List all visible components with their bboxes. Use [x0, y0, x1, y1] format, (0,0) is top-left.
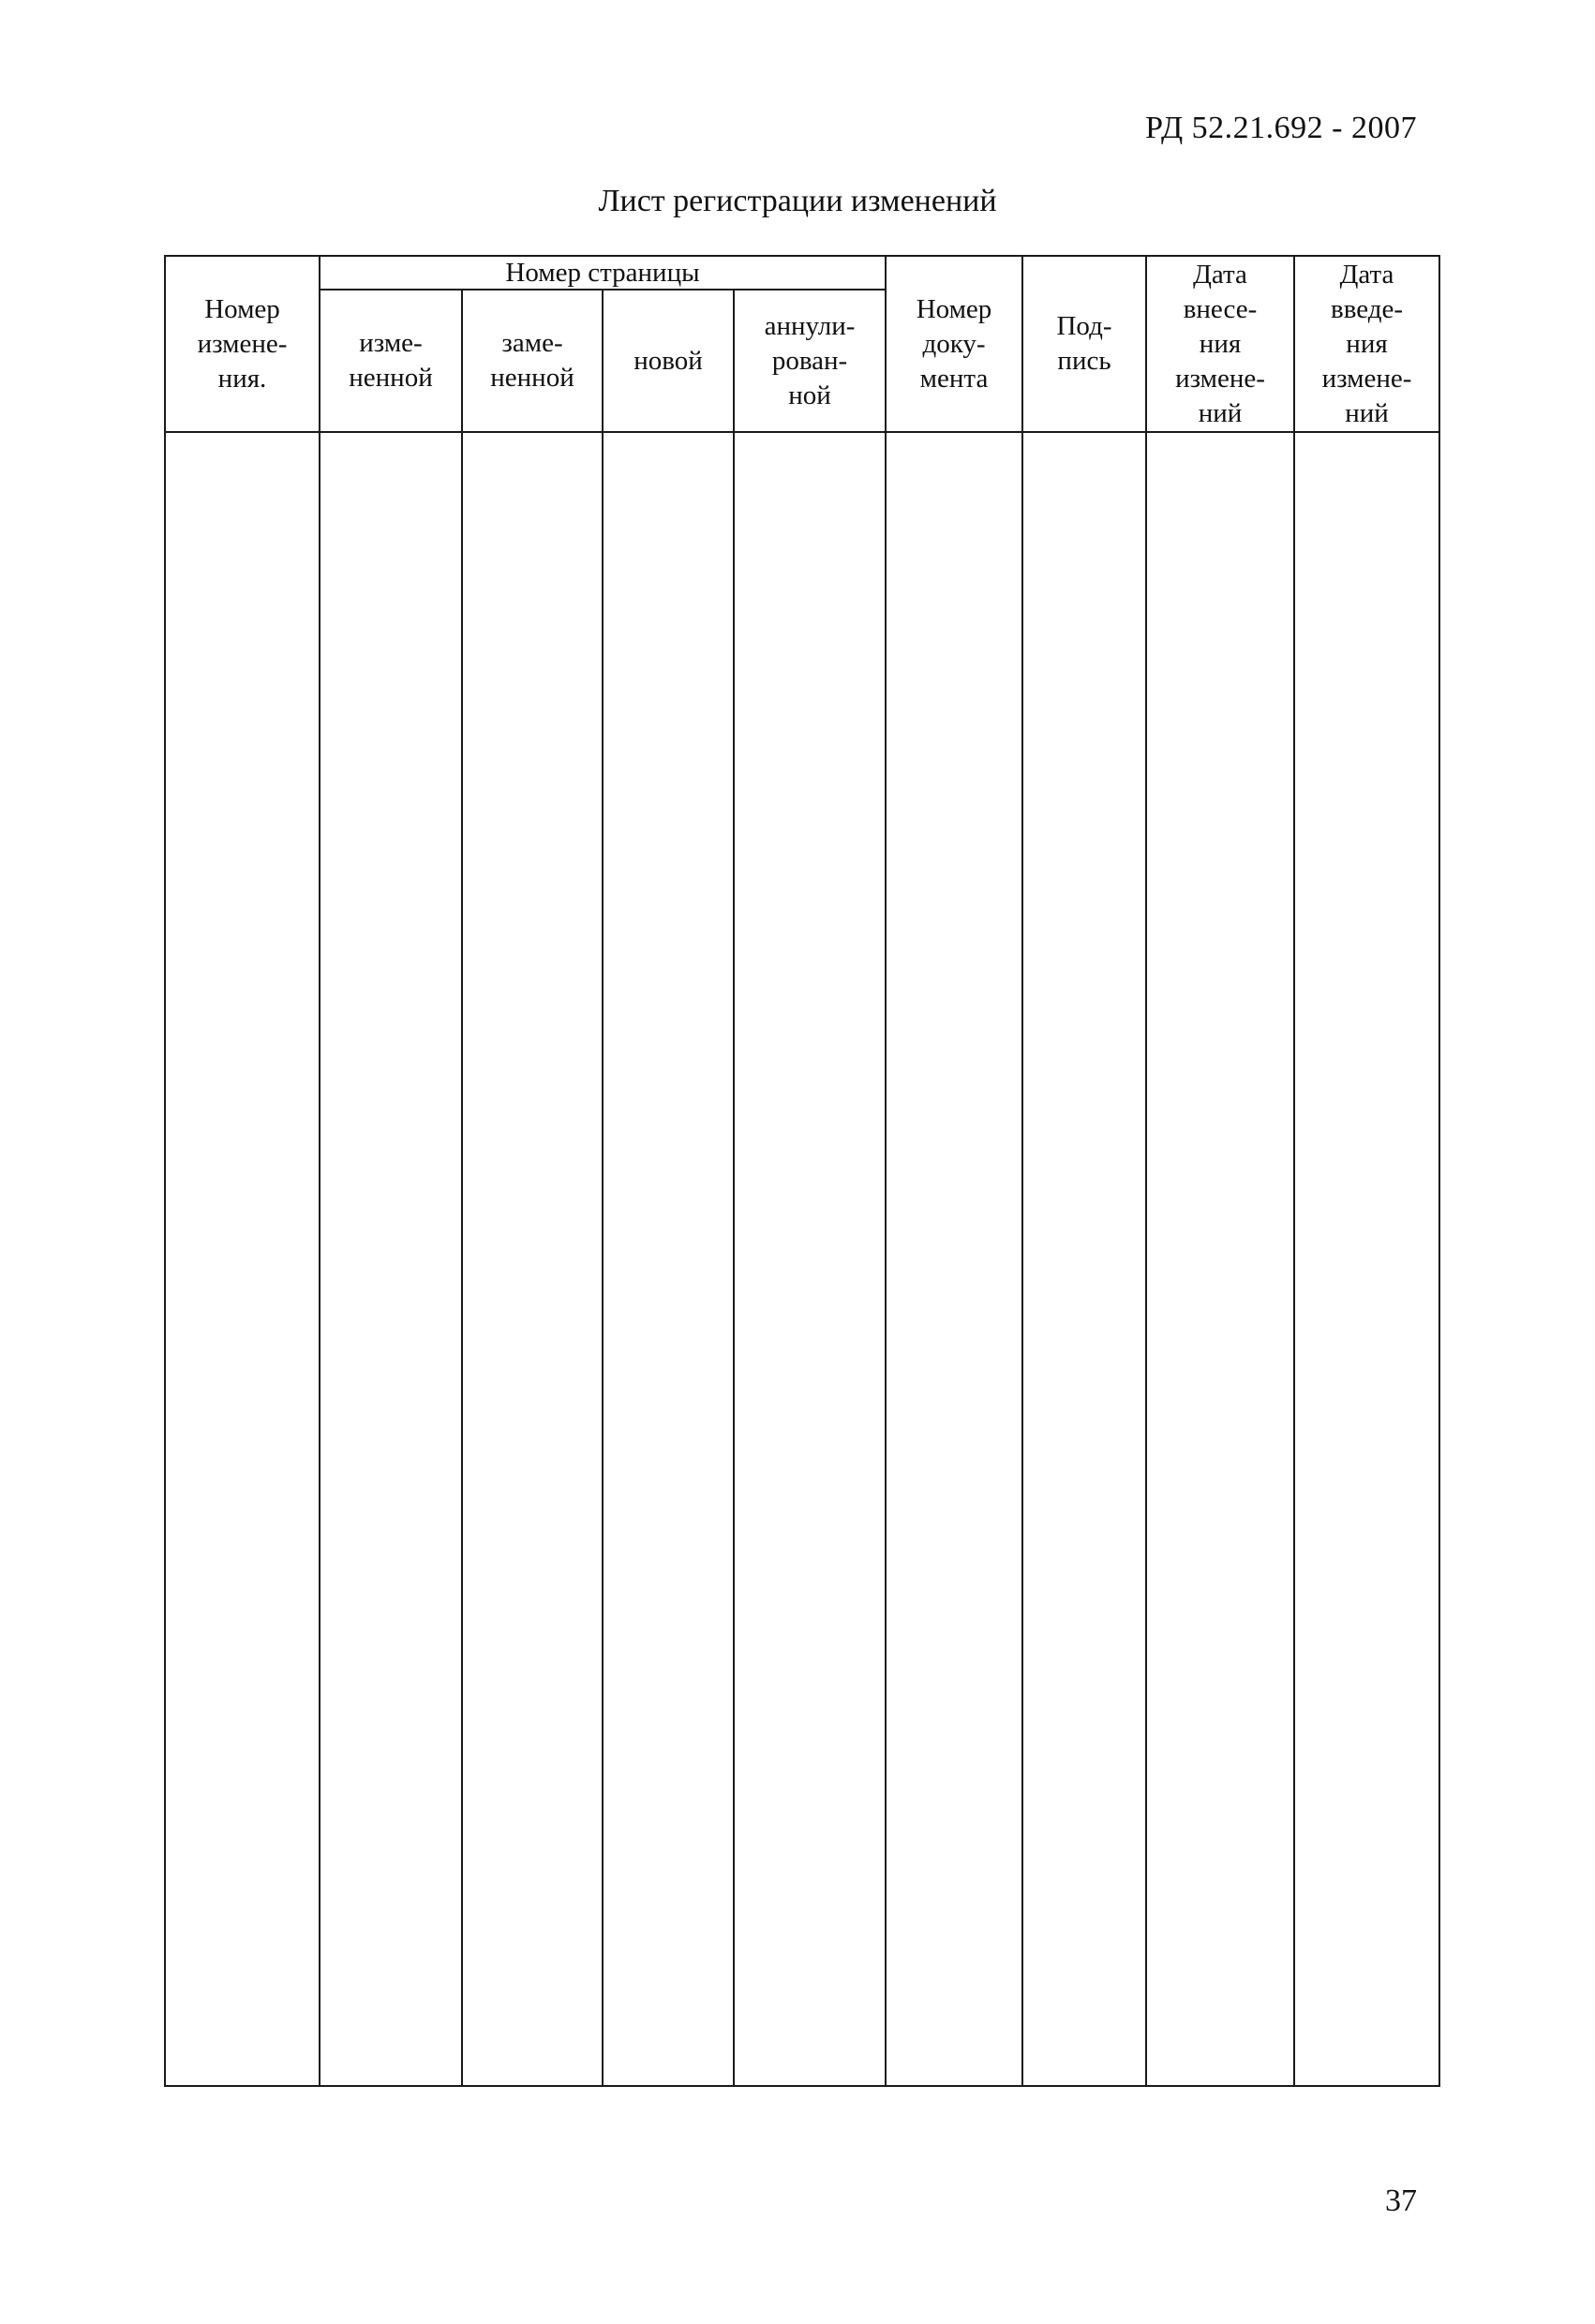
header-changed-page: изме- ненной: [320, 290, 462, 432]
document-code: РД 52.21.692 - 2007: [1145, 111, 1417, 145]
table-cell: [886, 432, 1022, 2086]
header-page-number-group: Номер страницы: [320, 256, 886, 290]
change-registration-table: [164, 255, 1440, 2087]
table-cell: [1294, 432, 1439, 2086]
table-cell: [1022, 432, 1146, 2086]
header-annulled-page: аннули- рован- ной: [734, 290, 886, 432]
header-signature: Под- пись: [1022, 256, 1146, 432]
table-row: [165, 432, 1439, 2086]
table-cell: [603, 432, 734, 2086]
table-cell: [734, 432, 886, 2086]
table-cell: [320, 432, 462, 2086]
header-change-number: Номер измене- ния.: [165, 256, 320, 432]
table-cell: [165, 432, 320, 2086]
header-replaced-page: заме- ненной: [462, 290, 603, 432]
page-title: Лист регистрации изменений: [598, 184, 997, 218]
header-document-number: Номер доку- мента: [886, 256, 1022, 432]
header-effective-date: Дата введе- ния измене- ний: [1294, 256, 1439, 432]
header-new-page: новой: [603, 290, 734, 432]
table-header-row: [165, 256, 1439, 290]
table-cell: [1146, 432, 1294, 2086]
page-number: 37: [1385, 2183, 1417, 2218]
table-cell: [462, 432, 603, 2086]
header-entry-date: Дата внесе- ния измене- ний: [1146, 256, 1294, 432]
